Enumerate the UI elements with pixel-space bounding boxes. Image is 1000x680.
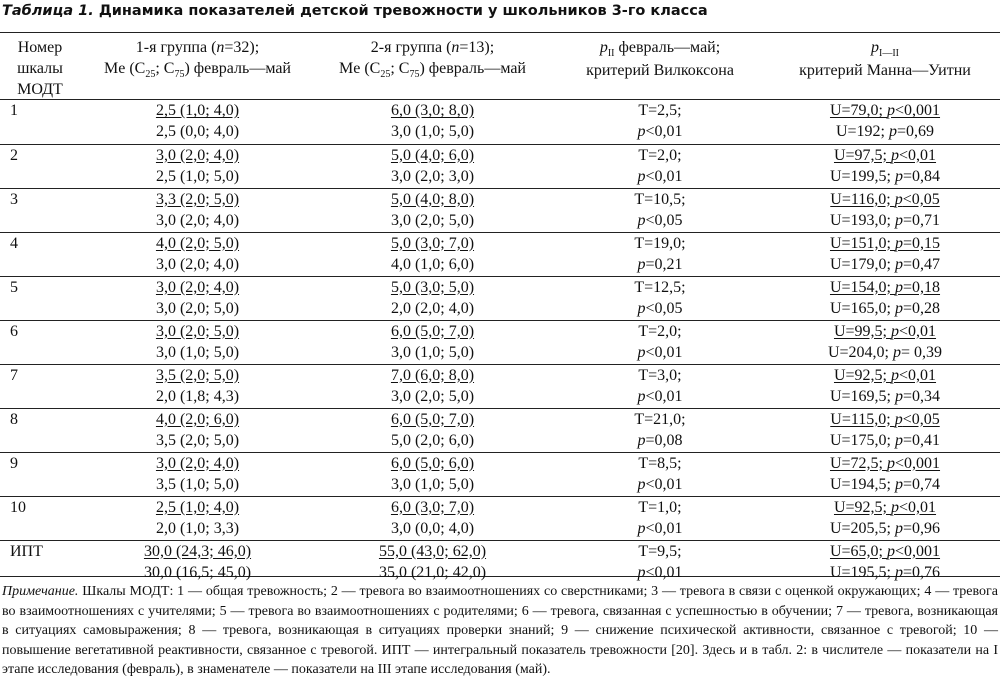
wilcoxon-cell: T=19,0; p=0,21: [550, 232, 770, 276]
scale-number: 2: [0, 144, 80, 188]
group2-cell: 55,0 (43,0; 62,0) 35,0 (21,0; 42,0): [315, 540, 550, 586]
mann-whitney-cell: U=154,0; p=0,18 U=165,0; p=0,28: [770, 276, 1000, 320]
header-wilcoxon: $p_{II}$ февраль—май; критерий Вилкоксона: [586, 39, 734, 79]
mann-whitney-cell: U=92,5; p<0,01 U=169,5; p=0,34: [770, 364, 1000, 408]
group2-cell: 6,0 (3,0; 7,0) 3,0 (0,0; 4,0): [315, 496, 550, 540]
mann-whitney-cell: U=92,5; p<0,01 U=205,5; p=0,96: [770, 496, 1000, 540]
table-row: [0, 364, 1000, 408]
wilcoxon-cell: T=2,0; p<0,01: [550, 144, 770, 188]
table-caption-number: Таблица 1.: [2, 3, 94, 19]
table-row: [0, 408, 1000, 452]
scale-number: 5: [0, 276, 80, 320]
wilcoxon-cell: T=12,5; p<0,05: [550, 276, 770, 320]
table-row: [0, 320, 1000, 364]
header-group1: 1-я группа (n=32); Me ($C_{25}$; $C_{75}$) февраль—май: [103, 39, 291, 80]
mann-whitney-cell: U=151,0; p=0,15 U=179,0; p=0,47: [770, 232, 1000, 276]
mann-whitney-cell: U=79,0; p<0,001 U=192; p=0,69: [829, 102, 941, 140]
wilcoxon-cell: T=2,0; p<0,01: [550, 320, 770, 364]
table-row: [0, 100, 1000, 144]
group1-cell: 4,0 (2,0; 5,0) 3,0 (2,0; 4,0): [80, 232, 315, 276]
scale-number: 7: [0, 364, 80, 408]
wilcoxon-cell: T=1,0; p<0,01: [550, 496, 770, 540]
group1-cell: 3,0 (2,0; 4,0) 3,5 (1,0; 5,0): [80, 452, 315, 496]
mann-whitney-cell: U=72,5; p<0,001 U=194,5; p=0,74: [770, 452, 1000, 496]
group1-cell: 3,3 (2,0; 5,0) 3,0 (2,0; 4,0): [80, 188, 315, 232]
group1-cell: 30,0 (24,3; 46,0) 30,0 (16,5; 45,0): [80, 540, 315, 586]
group1-cell: 2,5 (1,0; 4,0) 2,5 (0,0; 4,0): [155, 102, 240, 140]
table-row: [0, 496, 1000, 540]
header-mann-whitney: $p_{I—II}$ критерий Манна—Уитни: [799, 39, 971, 79]
wilcoxon-cell: T=3,0; p<0,01: [550, 364, 770, 408]
scale-number: 1: [10, 102, 18, 119]
wilcoxon-cell: T=8,5; p<0,01: [550, 452, 770, 496]
scale-number: ИПТ: [0, 540, 80, 586]
group2-cell: 6,0 (5,0; 6,0) 3,0 (1,0; 5,0): [315, 452, 550, 496]
group2-cell: 5,0 (4,0; 8,0) 3,0 (2,0; 5,0): [315, 188, 550, 232]
wilcoxon-cell: T=21,0; p=0,08: [550, 408, 770, 452]
group1-cell: 2,5 (1,0; 4,0) 2,0 (1,0; 3,3): [80, 496, 315, 540]
note-text: Шкалы МОДТ: 1 — общая тревожность; 2 — тревога во взаимоотношениях со сверстниками; 3 — тревога в связи с оценкой окружающих; 4 — тревога во взаимоотношениях с учителями; 5 — тревога во взаимоотношениях с родителями; 6 — тревога, связанная с успешностью в обучении; 7 — тревога, возникающая в ситуациях самовыражения; 8 — тревога, возникающая в ситуациях проверки знаний; 9 — снижение психической активности, связанное с тревогой; 10 — повышение вегетативной реактивности, связанное с тревогой. ИПТ — интегральный показатель тревожности [20]. Здесь и в табл. 2: в числителе — показатели на I этапе исследования (февраль), в знаменателе — показатели на III этапе исследования (май).: [2, 584, 998, 677]
scale-number: 6: [0, 320, 80, 364]
mann-whitney-cell: U=97,5; p<0,01 U=199,5; p=0,84: [770, 144, 1000, 188]
scale-number: 3: [0, 188, 80, 232]
mann-whitney-cell: U=115,0; p<0,05 U=175,0; p=0,41: [770, 408, 1000, 452]
table-note: [2, 582, 998, 680]
table-row: [0, 144, 1000, 188]
group2-cell: 5,0 (4,0; 6,0) 3,0 (2,0; 3,0): [315, 144, 550, 188]
group1-cell: 3,0 (2,0; 5,0) 3,0 (1,0; 5,0): [80, 320, 315, 364]
scale-number: 9: [0, 452, 80, 496]
group1-cell: 3,5 (2,0; 5,0) 2,0 (1,8; 4,3): [80, 364, 315, 408]
group2-cell: 7,0 (6,0; 8,0) 3,0 (2,0; 5,0): [315, 364, 550, 408]
anxiety-table: [0, 33, 1000, 586]
table-caption-text: Динамика показателей детской тревожности у школьников 3-го класса: [93, 3, 708, 19]
table-caption: [2, 3, 708, 19]
group2-cell: 6,0 (5,0; 7,0) 3,0 (1,0; 5,0): [315, 320, 550, 364]
table-row: [0, 452, 1000, 496]
mann-whitney-cell: U=116,0; p<0,05 U=193,0; p=0,71: [770, 188, 1000, 232]
wilcoxon-cell: T=9,5; p<0,01: [550, 540, 770, 586]
header-group2: 2-я группа (n=13); Me ($C_{25}$; $C_{75}$) февраль—май: [338, 39, 526, 80]
scale-number: 8: [0, 408, 80, 452]
wilcoxon-cell: T=10,5; p<0,05: [550, 188, 770, 232]
group2-cell: 6,0 (5,0; 7,0) 5,0 (2,0; 6,0): [315, 408, 550, 452]
scale-number: 10: [0, 496, 80, 540]
wilcoxon-cell: T=2,5; p<0,01: [637, 102, 683, 140]
group1-cell: 3,0 (2,0; 4,0) 3,0 (2,0; 5,0): [80, 276, 315, 320]
group1-cell: 4,0 (2,0; 6,0) 3,5 (2,0; 5,0): [80, 408, 315, 452]
table-row: [0, 276, 1000, 320]
table-row: [0, 188, 1000, 232]
header-scale: Номер шкалы МОДТ: [17, 39, 63, 98]
mann-whitney-cell: U=99,5; p<0,01 U=204,0; p= 0,39: [770, 320, 1000, 364]
group2-cell: 6,0 (3,0; 8,0) 3,0 (1,0; 5,0): [390, 102, 475, 140]
group2-cell: 5,0 (3,0; 5,0) 2,0 (2,0; 4,0): [315, 276, 550, 320]
scale-number: 4: [0, 232, 80, 276]
table-row: [0, 232, 1000, 276]
note-label: Примечание.: [2, 584, 79, 599]
group2-cell: 5,0 (3,0; 7,0) 4,0 (1,0; 6,0): [315, 232, 550, 276]
table-row: [0, 540, 1000, 586]
mann-whitney-cell: U=65,0; p<0,001 U=195,5; p=0,76: [770, 540, 1000, 586]
group1-cell: 3,0 (2,0; 4,0) 2,5 (1,0; 5,0): [80, 144, 315, 188]
header-row: [0, 33, 1000, 100]
